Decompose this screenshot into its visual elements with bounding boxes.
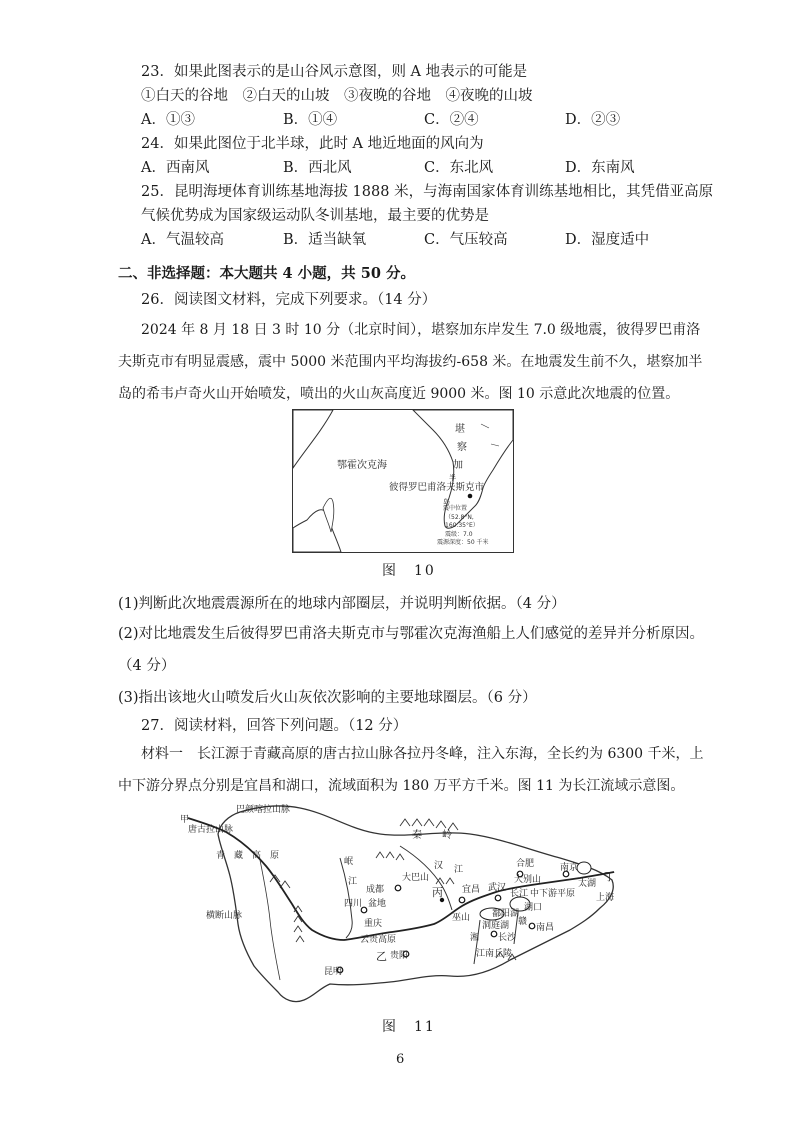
q23-stem: 23．如果此图表示的是山谷风示意图，则 A 地表示的可能是 — [141, 64, 528, 80]
page-number: 6 — [396, 1052, 405, 1067]
label-jia: 甲 — [180, 815, 190, 825]
q25-option-b: B．适当缺氧 — [283, 232, 367, 248]
epicenter-coords-2: 160.35°E） — [445, 522, 479, 529]
q27-mat-2: 中下游分界点分别是宜昌和湖口，流域面积为 180 万平方千米。图 11 为长江流域示意图。 — [118, 778, 685, 794]
peninsula-char-4: 半 — [449, 474, 456, 482]
figure-10-caption: 图 10 — [382, 563, 436, 579]
q27-mat-1: 材料一 长江源于青藏高原的唐古拉山脉各拉丹冬峰，注入东海，全长约为 6300 千米，上 — [141, 746, 704, 762]
label-min-jiang: 江 — [348, 877, 358, 887]
label-kunming: 昆明 — [324, 967, 343, 977]
q23-option-b: B．①④ — [283, 112, 338, 128]
q26-para-2: 夫斯克市有明显震感，震中 5000 米范围内平均海拔约-658 米。在地震发生前不久，堪察加半 — [118, 354, 703, 370]
label-nanchang: 南昌 — [536, 923, 555, 933]
label-chengdu: 成都 — [366, 885, 385, 895]
label-hefei: 合肥 — [516, 859, 535, 869]
q26-sub-3: (3)指出该地火山喷发后火山灰依次影响的主要地球圈层。（6 分） — [118, 690, 537, 706]
q25-stem-2: 气候优势成为国家级运动队冬训基地，最主要的优势是 — [141, 208, 489, 224]
label-ding: 丁 — [604, 870, 615, 883]
label-gan: 赣 — [518, 917, 528, 927]
label-dongting: 洞庭湖 — [482, 921, 510, 931]
epicenter-coords-1: （52.8°N, — [445, 514, 474, 521]
q23-option-a: A．①③ — [141, 112, 195, 128]
label-dabieshan: 大别山 — [514, 875, 542, 885]
label-guiyang: 贵阳 — [390, 951, 409, 961]
q24-option-c: C．东北风 — [424, 160, 494, 176]
label-chongqing: 重庆 — [364, 919, 383, 929]
label-changsha: 长沙 — [498, 933, 517, 943]
label-yungui: 云贵高原 — [360, 935, 397, 945]
label-han: 汉 — [434, 861, 444, 871]
q26-para-3: 岛的希韦卢奇火山开始喷发，喷出的火山灰高度近 9000 米。图 10 示意此次地震的位置。 — [118, 386, 680, 402]
section-title: 二、非选择题：本大题共 4 小题，共 50 分。 — [118, 265, 415, 282]
label-wuhan: 武汉 — [488, 883, 507, 893]
magnitude-label: 震级：7.0 — [445, 531, 473, 538]
label-sichuan: 四川 — [344, 899, 363, 909]
label-wushan: 巫山 — [452, 913, 471, 923]
peninsula-char-2: 察 — [457, 442, 467, 453]
q23-option-d: D．②③ — [565, 112, 621, 128]
q26-sub-2-score: （4 分） — [118, 658, 176, 674]
q24-option-b: B．西北风 — [283, 160, 352, 176]
q25-option-d: D．湿度适中 — [565, 232, 650, 248]
label-han-jiang: 江 — [454, 865, 464, 875]
label-jiangnan: 江南丘陵 — [476, 949, 513, 959]
label-qingzang: 青 藏 高 原 — [216, 851, 280, 861]
label-xiang: 湘 — [470, 933, 480, 943]
label-yi: 乙 — [376, 950, 387, 963]
label-poyang: 鄱阳湖 — [492, 909, 520, 919]
city-label: 彼得罗巴甫洛夫斯克市 — [389, 482, 485, 493]
q26-stem: 26．阅读图文材料，完成下列要求。（14 分） — [141, 292, 437, 308]
label-hukou: 湖口 — [524, 903, 543, 913]
label-tanggula: 唐古拉山脉 — [188, 825, 234, 835]
label-hengduan: 横断山脉 — [206, 911, 243, 921]
label-min: 岷 — [344, 857, 354, 867]
label-yichang: 宜昌 — [462, 885, 481, 895]
q23-choices: ①白天的谷地 ②白天的山坡 ③夜晚的谷地 ④夜晚的山坡 — [141, 88, 533, 104]
peninsula-char-1: 堪 — [455, 424, 465, 435]
label-pendi: 盆地 — [368, 899, 387, 909]
label-qinling: 秦 岭 — [412, 830, 452, 841]
q27-stem: 27．阅读材料，回答下列问题。（12 分） — [141, 718, 408, 734]
figure-11-caption: 图 11 — [382, 1019, 436, 1035]
label-zhongxia: 中下游平原 — [530, 889, 576, 899]
depth-label: 震源深度：50 千米 — [437, 539, 489, 546]
q26-para-1: 2024 年 8 月 18 日 3 时 10 分（北京时间），堪察加东岸发生 7.0 级地震，彼得罗巴甫洛 — [141, 322, 701, 338]
label-changjiang: 长江 — [510, 889, 529, 899]
figure-11-map — [180, 800, 620, 1012]
q26-sub-1: (1)判断此次地震震源所在的地球内部圈层，并说明判断依据。（4 分） — [118, 596, 566, 612]
q24-option-d: D．东南风 — [565, 160, 635, 176]
q23-option-c: C．②④ — [424, 112, 479, 128]
yangtze-map — [180, 800, 620, 1012]
label-taihu: 太湖 — [578, 879, 597, 889]
peninsula-char-3: 加 — [453, 460, 463, 471]
label-shanghai: 上海 — [596, 893, 615, 903]
label-nanjing: 南京 — [560, 863, 579, 873]
sea-label: 鄂霍次克海 — [337, 460, 387, 471]
q26-sub-2: (2)对比地震发生后彼得罗巴甫洛夫斯克市与鄂霍次克海渔船上人们感觉的差异并分析原因。 — [118, 626, 705, 642]
figure-10-map — [292, 409, 514, 553]
epicenter-label: 震中位置 — [443, 505, 468, 512]
label-bing: 丙 — [432, 886, 443, 899]
q24-option-a: A．西南风 — [141, 160, 210, 176]
kamchatka-map — [293, 410, 513, 552]
q25-stem-1: 25．昆明海埂体育训练基地海拔 1888 米，与海南国家体育训练基地相比，其凭借亚高原 — [141, 184, 714, 200]
q25-option-c: C．气压较高 — [424, 232, 508, 248]
peninsula-char-5: 岛 — [443, 498, 450, 506]
q24-stem: 24．如果此图位于北半球，此时 A 地近地面的风向为 — [141, 136, 484, 152]
city-marker — [468, 494, 473, 499]
label-dabashan: 大巴山 — [402, 873, 430, 883]
q25-option-a: A．气温较高 — [141, 232, 224, 248]
label-bayan: 巴颜喀拉山脉 — [236, 805, 291, 815]
